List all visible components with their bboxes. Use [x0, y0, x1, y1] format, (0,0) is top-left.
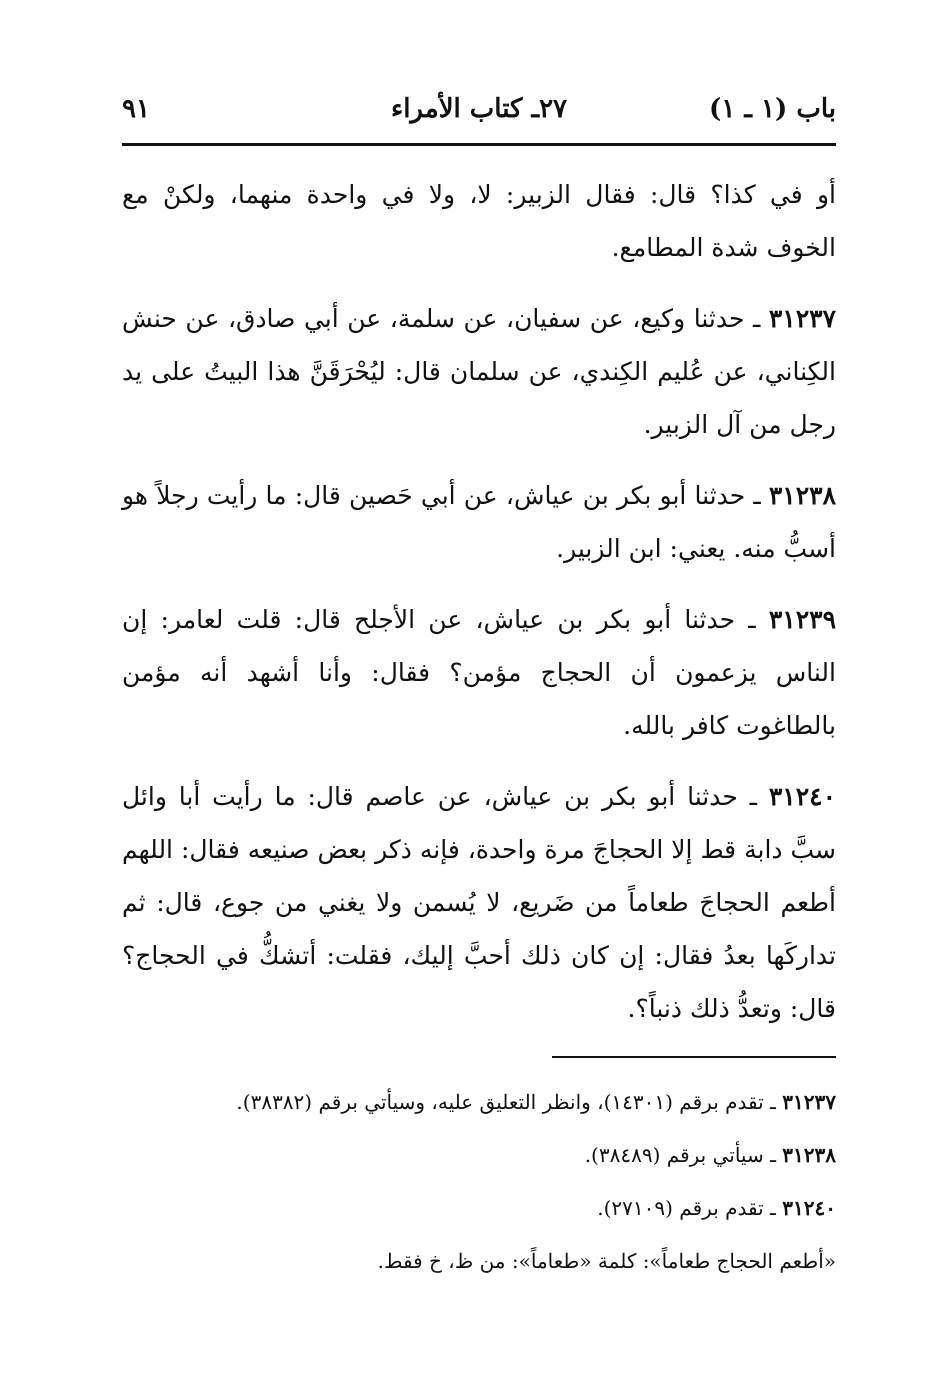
footnote-text: ـ تقدم برقم (٢٧١٠٩). — [597, 1196, 783, 1220]
footnotes — [122, 1076, 836, 1288]
main-text — [122, 168, 836, 1053]
footnote-number: ٣١٢٣٨ — [782, 1143, 836, 1167]
hadith-31240 — [122, 770, 836, 1035]
paragraph-text: أو في كذا؟ قال: فقال الزبير: لا، ولا في واحدة منهما، ولكنْ مع الخوف شدة المطامع. — [122, 180, 836, 262]
paragraph-text: ـ حدثنا وكيع، عن سفيان، عن سلمة، عن أبي صادق، عن حنش الكِناني، عن عُليم الكِندي، عن سلمان قال: ليُحْرَقَنَّ هذا البيتُ على يد رجل من آل الزبير. — [122, 304, 836, 439]
hadith-31239 — [122, 593, 836, 752]
running-header — [122, 86, 836, 136]
hadith-31237 — [122, 292, 836, 451]
footnote-number: ٣١٢٤٠ — [782, 1196, 836, 1220]
hadith-number: ٣١٢٣٧ — [768, 304, 836, 333]
hadith-number: ٣١٢٤٠ — [768, 782, 836, 811]
paragraph-text: ـ حدثنا أبو بكر بن عياش، عن الأجلح قال: قلت لعامر: إن الناس يزعمون أن الحجاج مؤمن؟ فقال: وأنا أشهد أنه مؤمن بالطاغوت كافر بالله. — [122, 605, 836, 740]
footnote-text: ـ سيأتي برقم (٣٨٤٨٩). — [584, 1143, 783, 1167]
footnote — [122, 1182, 836, 1235]
hadith-number: ٣١٢٣٨ — [768, 481, 836, 510]
footnote-divider — [552, 1056, 836, 1058]
footnote — [122, 1129, 836, 1182]
footnote-text: ـ تقدم برقم (١٤٣٠١)، وانظر التعليق عليه، وسيأتي برقم (٣٨٣٨٢). — [236, 1090, 783, 1114]
paragraph-text: ـ حدثنا أبو بكر بن عياش، عن أبي حَصين قال: ما رأيت رجلاً هو أسبُّ منه. يعني: ابن الزبير. — [122, 481, 836, 563]
page-number: ٩١ — [122, 94, 150, 124]
paragraph-continuation — [122, 168, 836, 274]
chapter-reference: باب (١ ـ ١) — [709, 94, 836, 124]
book-title: ٢٧ـ كتاب الأمراء — [390, 94, 568, 124]
footnote — [122, 1076, 836, 1129]
header-divider — [122, 143, 836, 146]
footnote-text: «أطعم الحجاج طعاماً»: كلمة «طعاماً»: من ظ، خ فقط. — [377, 1249, 836, 1273]
paragraph-text: ـ حدثنا أبو بكر بن عياش، عن عاصم قال: ما رأيت أبا وائل سبَّ دابة قط إلا الحجاجَ مرة واحدة، فإنه ذكر بعض صنيعه فقال: اللهم أطعم الحجاجَ طعاماً من ضَريع، لا يُسمن ولا يغني من جوع، قال: ثم تداركَها بعدُ فقال: إن كان ذلك أحبَّ إليك، فقلت: أتشكُّ في الحجاج؟ قال: وتعدُّ ذلك ذنباً؟. — [122, 782, 836, 1023]
hadith-31238 — [122, 469, 836, 575]
hadith-number: ٣١٢٣٩ — [768, 605, 836, 634]
footnote — [122, 1235, 836, 1288]
footnote-number: ٣١٢٣٧ — [782, 1090, 836, 1114]
